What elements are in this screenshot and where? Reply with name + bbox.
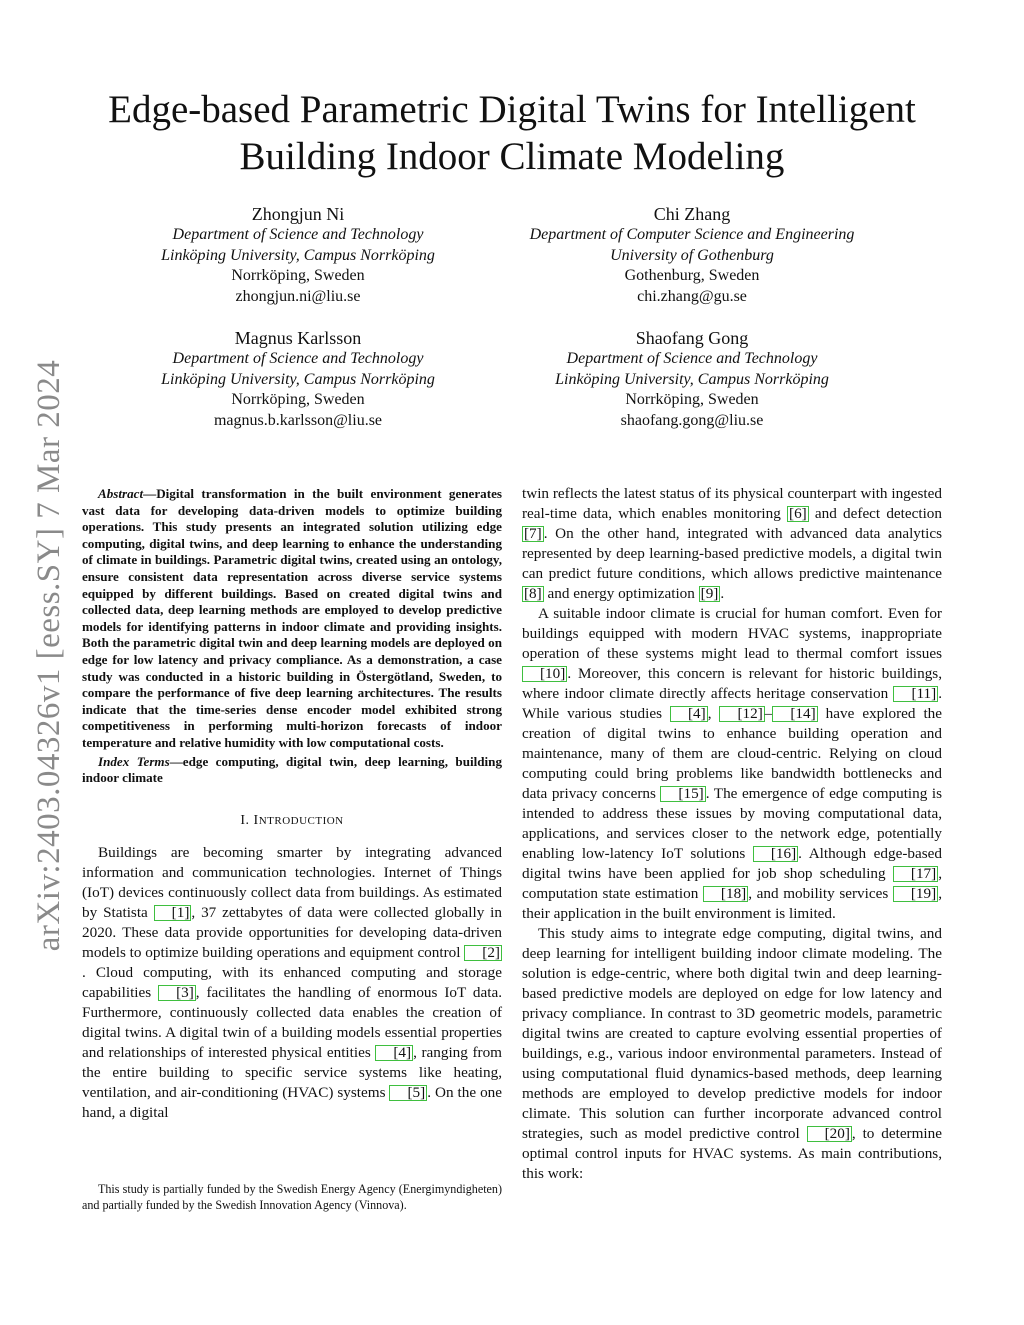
citation-link[interactable]: [3] — [158, 985, 196, 1001]
author-block-3 — [118, 327, 478, 432]
arxiv-identifier-text: arXiv:2403.04326v1 [eess.SY] 7 Mar 2024 — [31, 359, 68, 951]
right-paragraph-2 — [522, 604, 942, 924]
author-city: Gothenburg, Sweden — [624, 267, 760, 285]
author-university: University of Gothenburg — [610, 246, 774, 264]
text-run: twin reflects the latest status of its physical counterpart with ingested real-time data, which enables monitoring — [522, 485, 942, 522]
right-paragraph-1 — [522, 484, 942, 604]
author-university: Linköping University, Campus Norrköping — [161, 246, 435, 264]
abstract-text: —Digital transformation in the built environment generates vast data for developing data-driven models to optimize building operations. This study presents an integrated solution utilizing edge computing, digital twins, and deep learning to enhance the understanding of climate in buildings. Parametric digital twins, created using an ontology, ensure consistent data representation across diverse service systems equipped by different buildings. Based on created digital twins and collected data, deep learning methods are employed to develop predictive models for identifying patterns in indoor climate and providing insights. Both the parametric digital twin and deep learning models are deployed on edge for low latency and privacy compliance. As a demonstration, a case study was conducted in a historic building in Östergötland, Sweden, to compare the performance of five deep learning architectures. The results indicate that the time-series dense encoder model exhibited strong competitiveness in performing multi-horizon forecasts of indoor temperature and relative humidity with low computational costs. — [82, 486, 502, 750]
author-name: Magnus Karlsson — [234, 328, 362, 348]
author-email: magnus.b.karlsson@liu.se — [213, 412, 383, 430]
index-terms-label: Index Terms — [98, 753, 170, 769]
text-run: and defect detection — [808, 505, 942, 522]
index-terms-text: —edge computing, digital twin, deep learning, building indoor climate — [82, 753, 502, 786]
text-run: , facilitates the handling of enormous IoT data. Furthermore, continuously collected data enables the creation of digital twins. A digital twin of a building models essential properties and relationships of interested physical entities — [82, 983, 502, 1061]
author-name: Shaofang Gong — [635, 328, 749, 348]
author-city: Norrköping, Sweden — [625, 391, 759, 409]
text-run: . On the one hand, a digital — [82, 1083, 502, 1121]
text-run: . Although edge-based digital twins have been applied for job shop scheduling — [522, 845, 942, 882]
text-run: . — [720, 585, 725, 602]
citation-link[interactable]: [18] — [703, 886, 748, 902]
author-department: Department of Science and Technology — [172, 226, 424, 243]
author-name: Chi Zhang — [653, 204, 731, 224]
author-department: Department of Computer Science and Engineering — [529, 226, 855, 243]
text-run: Buildings are becoming smarter by integrating advanced information and communication technologies. Internet of Things (IoT) devices continuously collect data from buildings. As estimated by Statista — [82, 843, 502, 921]
author-university: Linköping University, Campus Norrköping — [161, 370, 435, 388]
citation-link[interactable]: [4] — [375, 1045, 413, 1061]
right-column — [522, 484, 942, 1184]
citation-link[interactable]: [15] — [660, 786, 705, 802]
author-name: Zhongjun Ni — [251, 204, 345, 224]
author-email: shaofang.gong@liu.se — [620, 412, 764, 430]
citation-link[interactable]: [4] — [670, 706, 708, 722]
text-run: and energy optimization — [543, 585, 699, 602]
section-heading-introduction — [82, 811, 502, 831]
section-number: I. — [240, 812, 254, 828]
abstract — [82, 486, 502, 752]
text-run: . Moreover, this concern is relevant for historic buildings, where indoor climate directly affects heritage conservation — [522, 665, 942, 702]
arxiv-identifier-stamp — [28, 350, 72, 960]
citation-link[interactable]: [8] — [524, 585, 542, 602]
author-email: zhongjun.ni@liu.se — [235, 288, 361, 306]
citation-link[interactable]: [14] — [772, 706, 817, 722]
text-run: . Cloud computing, with its enhanced computing and storage capabilities — [82, 963, 502, 1001]
author-block-1 — [118, 203, 478, 308]
text-run: , to determine optimal control inputs for HVAC systems. As main contributions, this work: — [522, 1125, 942, 1182]
citation-link[interactable]: [20] — [807, 1126, 852, 1142]
citation-link[interactable]: [12] — [719, 706, 764, 722]
index-terms — [82, 754, 502, 787]
citation-link[interactable]: [11] — [893, 686, 938, 702]
text-run: , ranging from the entire building to specific service systems like heating, ventilation, and air-conditioning (HVAC) systems — [82, 1043, 502, 1101]
text-run: , 37 zettabytes of data were collected globally in 2020. These data provide opportunities for developing data-driven models to optimize building operations and equipment control — [82, 903, 502, 961]
text-run: . On the other hand, integrated with advanced data analytics represented by deep learning-based predictive models, a digital twin can predict future conditions, which allows predictive maintenance — [522, 525, 942, 582]
author-block-2 — [512, 203, 872, 308]
text-run: – — [764, 705, 773, 722]
citation-link[interactable]: [6] — [789, 505, 807, 522]
citation-link[interactable]: [5] — [389, 1085, 427, 1101]
citation-link[interactable]: [7] — [524, 525, 542, 542]
text-run: , their application in the built environment is limited. — [522, 885, 942, 922]
citation-link[interactable]: [19] — [893, 886, 938, 902]
text-run: This study aims to integrate edge computing, digital twins, and deep learning for intelligent building indoor climate modeling. The solution is edge-centric, where both digital twin and deep learning-based predictive models are deployed on edge for low latency and privacy compliance. In contrast to 3D geometric models, parametric digital twins are created to capture evolving essential properties of buildings, e.g., various indoor environmental parameters. Instead of using computational fluid dynamics-based methods, deep learning methods are employed to develop predictive models for indoor climate. This solution can further incorporate advanced control strategies, such as model predictive control — [522, 925, 942, 1142]
author-city: Norrköping, Sweden — [231, 267, 365, 285]
text-run: have explored the creation of digital twins to enhance building operation and maintenance, many of them are cloud-centric. Relying on cloud computing could bring problems like bandwidth bottlenecks and data privacy concerns — [522, 705, 942, 802]
text-run: , computation state estimation — [522, 865, 942, 902]
citation-link[interactable]: [9] — [700, 585, 719, 602]
author-block-4 — [512, 327, 872, 432]
text-run: . The emergence of edge computing is intended to address these issues by moving computational data, applications, and services closer to the network edge, potentially enabling low-latency IoT solutions — [522, 785, 942, 862]
text-run: A suitable indoor climate is crucial for human comfort. Even for buildings equipped with modern HVAC systems, inappropriate operation of these systems might lead to thermal comfort issues — [522, 605, 942, 662]
text-run: , — [707, 705, 720, 722]
author-email: chi.zhang@gu.se — [637, 288, 747, 306]
paper-title: Edge-based Parametric Digital Twins for Intelligent Building Indoor Climate Modeling — [108, 88, 916, 178]
left-column — [82, 486, 502, 1123]
author-university: Linköping University, Campus Norrköping — [555, 370, 829, 388]
author-city: Norrköping, Sweden — [231, 391, 365, 409]
section-initial: I — [253, 812, 259, 828]
funding-footnote: This study is partially funded by the Swedish Energy Agency (Energimyndigheten) and partially funded by the Swedish Innovation Agency (Vinnova). — [82, 1182, 502, 1212]
citation-link[interactable]: [17] — [893, 866, 938, 882]
citation-link[interactable]: [16] — [753, 846, 798, 862]
section-title-smallcaps: NTRODUCTION — [258, 814, 344, 827]
author-department: Department of Science and Technology — [172, 350, 424, 367]
text-run: , and mobility services — [748, 885, 893, 902]
text-run: . While various studies — [522, 685, 942, 722]
intro-paragraph-1 — [82, 843, 502, 1123]
abstract-label: Abstract — [98, 486, 144, 501]
citation-link[interactable]: [1] — [154, 905, 192, 921]
citation-link[interactable]: [10] — [522, 666, 567, 682]
right-paragraph-3 — [522, 924, 942, 1184]
author-department: Department of Science and Technology — [566, 350, 818, 367]
citation-link[interactable]: [2] — [464, 945, 502, 961]
